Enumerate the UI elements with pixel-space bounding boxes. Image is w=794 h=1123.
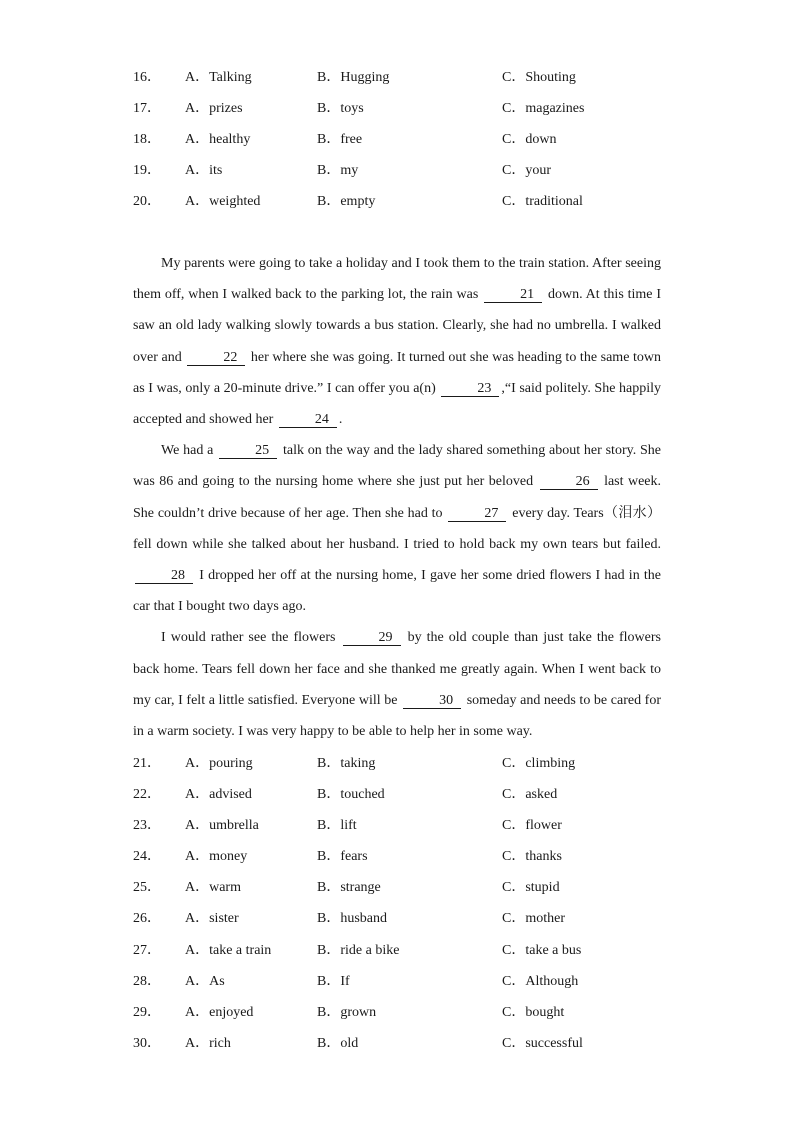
- passage-text: last week. She couldn’t drive because of her age. Then she had to: [133, 474, 662, 521]
- option-c: C．your: [502, 163, 551, 179]
- blank-30: 30: [403, 693, 461, 709]
- question-row-21: [133, 746, 673, 777]
- option-a: A．advised: [185, 787, 252, 803]
- blank-27: 27: [448, 506, 506, 522]
- option-a: A．weighted: [185, 194, 261, 210]
- question-row-28: [133, 964, 673, 995]
- question-row-24: [133, 839, 673, 870]
- passage-text: every day. Tears（泪水）fell down while she talked about her husband. I tried to hold back my own tears but failed.: [133, 505, 662, 552]
- question-row-19: [133, 153, 673, 184]
- option-b: B．strange: [317, 880, 381, 896]
- blank-22: 22: [187, 350, 245, 366]
- question-row-22: [133, 777, 673, 808]
- paragraph-2: [133, 435, 661, 622]
- option-c: C．Although: [502, 973, 579, 989]
- blank-23: 23: [441, 381, 499, 397]
- option-b: B．my: [317, 163, 359, 179]
- passage-text: .: [338, 412, 343, 428]
- question-row-25: [133, 870, 673, 901]
- option-a: A．take a train: [185, 942, 272, 958]
- question-row-20: [133, 184, 673, 215]
- option-c: C．stupid: [502, 880, 560, 896]
- option-b: B．lift: [317, 818, 357, 834]
- question-number: 17．: [133, 101, 161, 117]
- question-number: 20．: [133, 194, 161, 210]
- option-a: A．enjoyed: [185, 1004, 254, 1020]
- passage-text: someday and needs to be cared for in a warm society. I was very happy to be able to help her in some way.: [133, 692, 662, 740]
- option-c: C．traditional: [502, 194, 583, 210]
- option-c: C．thanks: [502, 849, 562, 865]
- passage-text: I would rather see the flowers: [161, 630, 336, 646]
- option-b: B．toys: [317, 101, 364, 117]
- option-b: B．free: [317, 132, 363, 148]
- option-c: C．asked: [502, 787, 558, 803]
- option-b: B．grown: [317, 1004, 377, 1020]
- question-row-17: [133, 91, 673, 122]
- passage-text: My parents were going to take a holiday and I took them to the train station. After seeing them off, when I walked back to the parking lot, the rain was: [133, 256, 661, 303]
- options-16-20: [133, 60, 673, 215]
- paragraph-3: [133, 622, 661, 747]
- option-a: A．pouring: [185, 756, 253, 771]
- passage-text: ,“I said politely. She happily accepted and showed her: [133, 380, 661, 428]
- blank-28: 28: [135, 568, 193, 584]
- question-number: 23．: [133, 818, 161, 834]
- option-a: A．sister: [185, 911, 239, 927]
- blank-24: 24: [279, 412, 337, 428]
- option-b: B．taking: [317, 756, 376, 771]
- question-number: 18．: [133, 132, 161, 148]
- question-number: 30．: [133, 1035, 161, 1051]
- blank-25: 25: [219, 443, 277, 459]
- question-row-23: [133, 808, 673, 839]
- option-b: B．empty: [317, 194, 376, 210]
- option-a: A．healthy: [185, 132, 251, 148]
- question-row-30: [133, 1026, 673, 1057]
- option-b: B．Hugging: [317, 70, 390, 85]
- option-a: A．warm: [185, 880, 241, 896]
- question-number: 21．: [133, 756, 161, 771]
- question-number: 25．: [133, 880, 161, 896]
- option-b: B．If: [317, 973, 350, 989]
- option-c: C．magazines: [502, 101, 585, 117]
- question-number: 19．: [133, 163, 161, 179]
- option-c: C．take a bus: [502, 942, 582, 958]
- blank-26: 26: [540, 474, 598, 490]
- option-a: A．money: [185, 849, 248, 865]
- option-a: A．Talking: [185, 70, 252, 85]
- passage-text: talk on the way and the lady shared something about her story. She was 86 and going to the nursing home where she just put her beloved: [133, 443, 662, 490]
- option-c: C．mother: [502, 911, 565, 927]
- blank-29: 29: [343, 630, 401, 646]
- question-number: 27．: [133, 942, 161, 958]
- question-row-26: [133, 901, 673, 932]
- option-a: A．umbrella: [185, 818, 259, 834]
- passage-text: down. At this time I saw an old lady walking slowly towards a bus station. Clearly, she had no umbrella. I walked over and: [133, 287, 662, 365]
- option-c: C．flower: [502, 818, 562, 834]
- passage-text: her where she was going. It turned out she was heading to the same town as I was, only a 20-minute drive.” I can offer you a(n): [133, 349, 662, 396]
- question-number: 28．: [133, 973, 161, 989]
- option-b: B．fears: [317, 849, 368, 865]
- paragraph-1: [133, 248, 661, 435]
- option-c: C．Shouting: [502, 70, 576, 85]
- question-number: 24．: [133, 849, 161, 865]
- option-c: C．successful: [502, 1035, 583, 1051]
- question-number: 16．: [133, 70, 161, 85]
- passage-text: We had a: [161, 443, 214, 459]
- question-row-29: [133, 995, 673, 1026]
- option-b: B．ride a bike: [317, 942, 400, 958]
- option-a: A．As: [185, 973, 225, 989]
- question-number: 26．: [133, 911, 161, 927]
- question-row-27: [133, 933, 673, 964]
- option-a: A．prizes: [185, 101, 243, 117]
- question-number: 29．: [133, 1004, 161, 1020]
- question-number: 22．: [133, 787, 161, 803]
- cloze-passage: [133, 248, 661, 747]
- option-a: A．rich: [185, 1035, 231, 1051]
- option-b: B．touched: [317, 787, 385, 803]
- option-a: A．its: [185, 163, 223, 179]
- option-b: B．husband: [317, 911, 387, 927]
- option-b: B．old: [317, 1035, 359, 1051]
- options-21-30: [133, 746, 673, 1057]
- question-row-16: [133, 60, 673, 91]
- option-c: C．climbing: [502, 756, 576, 771]
- question-row-18: [133, 122, 673, 153]
- passage-text: by the old couple than just take the flowers back home. Tears fell down her face and she thanked me greatly again. When I went back to my car, I felt a little satisfied. Everyone will be: [133, 630, 661, 708]
- option-c: C．bought: [502, 1004, 565, 1020]
- passage-text: I dropped her off at the nursing home, I gave her some dried flowers I had in the car that I bought two days ago.: [133, 568, 662, 615]
- option-c: C．down: [502, 132, 557, 148]
- blank-21: 21: [484, 287, 542, 303]
